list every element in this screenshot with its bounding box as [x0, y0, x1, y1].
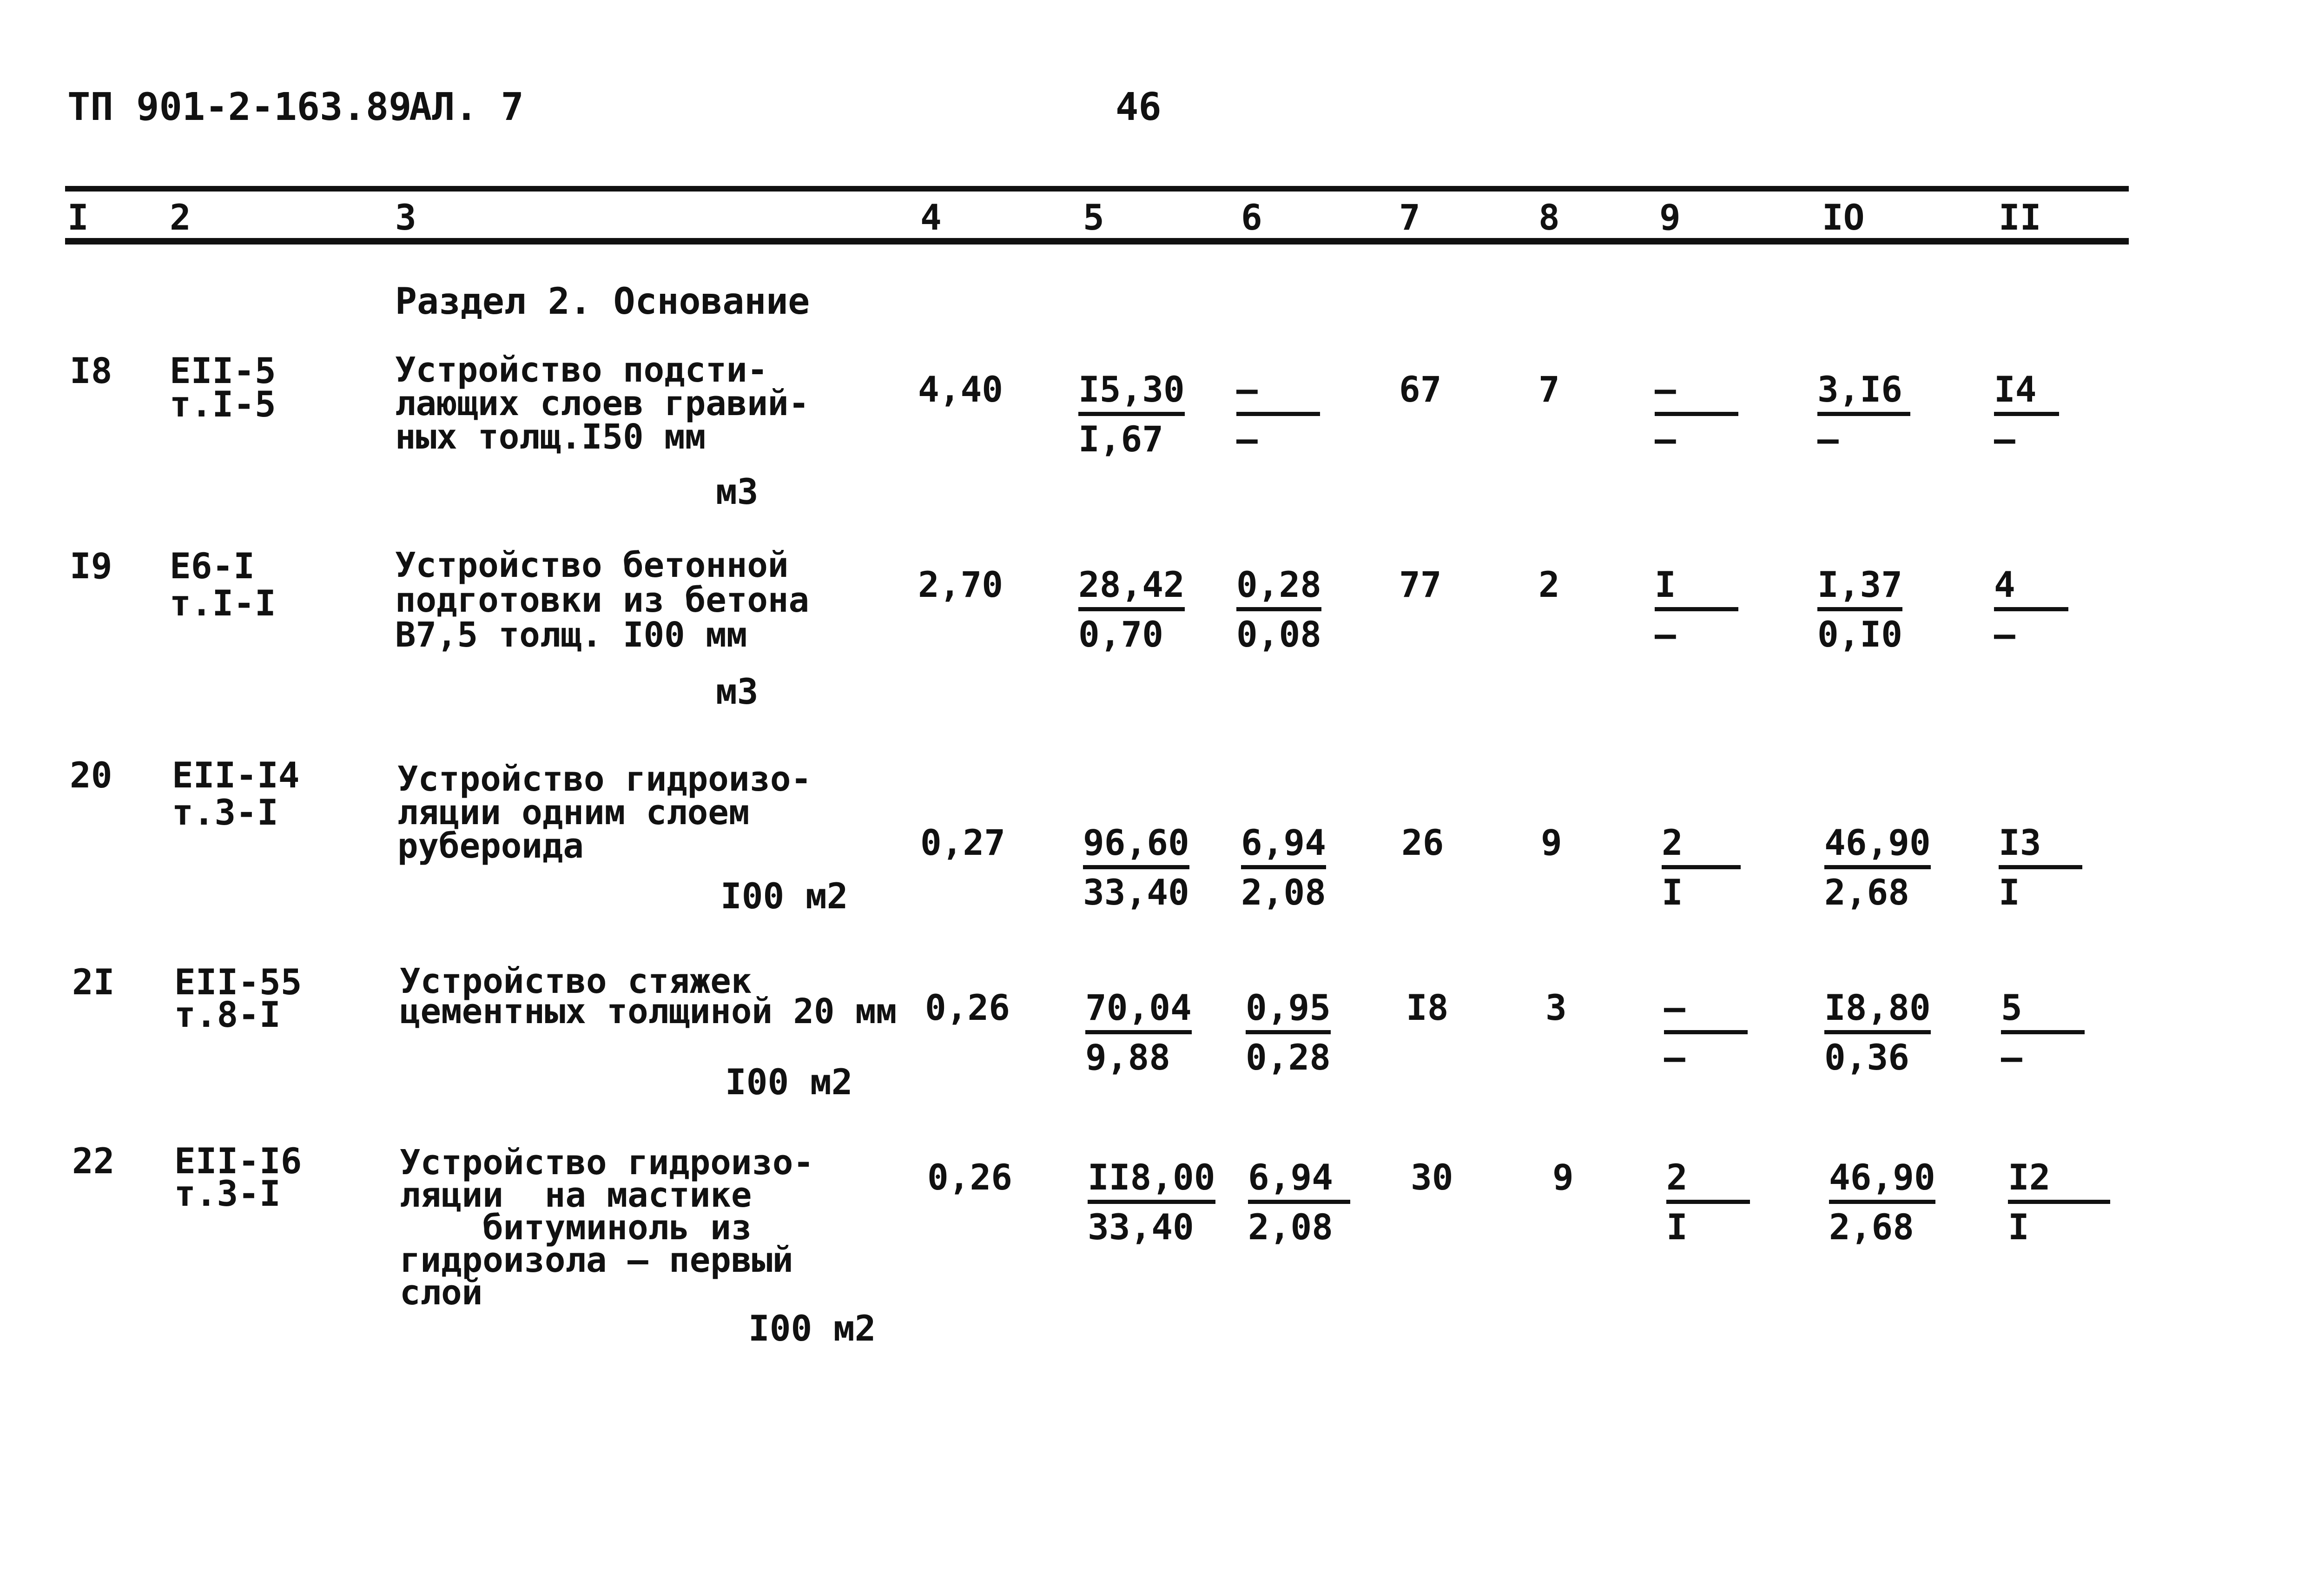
- unit-of-measure: I00 м2: [748, 1308, 876, 1349]
- fraction-numerator: II8,00: [1088, 1160, 1215, 1204]
- fraction-denominator: 0,I0: [1817, 614, 1903, 655]
- fraction-denominator: I: [1666, 1206, 1688, 1248]
- table-header-rule: [65, 238, 2129, 245]
- norm-code: EII-I4: [172, 754, 300, 796]
- fraction-numerator: 2: [1666, 1160, 1750, 1204]
- fraction-col11: [1999, 822, 2082, 913]
- row-number: 2I: [72, 961, 115, 1003]
- fraction-col6: [1241, 822, 1327, 913]
- fraction-denominator: –: [1655, 614, 1676, 655]
- fraction-denominator: I: [1662, 872, 1683, 913]
- fraction-denominator: 33,40: [1088, 1206, 1194, 1248]
- col7-value: I8: [1406, 987, 1449, 1028]
- col8-value: 9: [1552, 1157, 1574, 1198]
- work-description-line: подготовки из бетона: [395, 580, 810, 620]
- fraction-numerator: I8,80: [1824, 990, 1931, 1034]
- norm-code: EII-5: [170, 350, 276, 391]
- norm-code: E6-I: [170, 545, 255, 587]
- column-header: 4: [920, 197, 942, 238]
- column-header: 5: [1083, 197, 1104, 238]
- column-header: 6: [1241, 197, 1262, 238]
- fraction-denominator: 9,88: [1085, 1037, 1171, 1078]
- work-description-line: рубероида: [397, 826, 584, 866]
- row-number: 20: [70, 754, 112, 796]
- table-top-rule: [65, 186, 2129, 192]
- fraction-numerator: I5,30: [1078, 372, 1185, 416]
- work-description-line: B7,5 толщ. I00 мм: [395, 615, 747, 655]
- fraction-numerator: 96,60: [1083, 825, 1189, 869]
- fraction-col11: [1994, 369, 2059, 460]
- unit-of-measure: м3: [716, 671, 759, 712]
- section-title: Раздел 2. Основание: [395, 281, 810, 323]
- fraction-numerator: 4: [1994, 567, 2068, 611]
- work-description-line: цементных толщиной 20 мм: [400, 991, 897, 1031]
- fraction-denominator: –: [1655, 418, 1676, 460]
- fraction-numerator: 6,94: [1241, 825, 1326, 869]
- fraction-numerator: 0,95: [1246, 990, 1331, 1034]
- page-number: 46: [1116, 85, 1162, 129]
- fraction-col5: [1088, 1157, 1215, 1248]
- unit-of-measure: I00 м2: [720, 875, 848, 917]
- norm-table: т.I-I: [170, 582, 276, 624]
- fraction-col6: [1246, 987, 1331, 1078]
- column-header: 9: [1659, 197, 1681, 238]
- fraction-denominator: I,67: [1078, 418, 1164, 460]
- col8-value: 7: [1538, 369, 1560, 410]
- fraction-numerator: –: [1236, 372, 1320, 416]
- row-number: I9: [70, 545, 112, 587]
- row-number: 22: [72, 1140, 115, 1182]
- unit-of-measure: м3: [716, 471, 759, 512]
- fraction-denominator: –: [2001, 1037, 2022, 1078]
- fraction-denominator: –: [1994, 418, 2015, 460]
- fraction-numerator: 5: [2001, 990, 2085, 1034]
- norm-table: т.8-I: [174, 994, 281, 1035]
- quantity: 0,27: [920, 822, 1006, 863]
- work-description-line: Устройство гидроизо-: [400, 1143, 814, 1183]
- fraction-numerator: 6,94: [1248, 1160, 1350, 1204]
- fraction-col9: [1662, 822, 1741, 913]
- fraction-col11: [1994, 564, 2068, 655]
- fraction-denominator: 0,36: [1824, 1037, 1910, 1078]
- col7-value: 30: [1411, 1157, 1453, 1198]
- fraction-col5: [1078, 564, 1185, 655]
- work-description-line: ляции на мастике: [400, 1175, 752, 1215]
- fraction-col11: [2001, 987, 2085, 1078]
- fraction-col10: [1817, 369, 1910, 460]
- norm-table: т.3-I: [174, 1173, 281, 1214]
- fraction-denominator: 0,28: [1246, 1037, 1331, 1078]
- quantity: 4,40: [918, 369, 1004, 410]
- fraction-numerator: 46,90: [1824, 825, 1931, 869]
- fraction-numerator: I,37: [1817, 567, 1902, 611]
- fraction-denominator: –: [1664, 1037, 1685, 1078]
- fraction-numerator: 28,42: [1078, 567, 1185, 611]
- row-number: I8: [70, 350, 112, 391]
- fraction-col6: [1236, 369, 1320, 460]
- fraction-numerator: I: [1655, 567, 1738, 611]
- fraction-numerator: 2: [1662, 825, 1741, 869]
- fraction-numerator: I2: [2008, 1160, 2110, 1204]
- fraction-col5: [1085, 987, 1192, 1078]
- fraction-col10: [1824, 822, 1931, 913]
- quantity: 0,26: [927, 1157, 1013, 1198]
- fraction-denominator: I: [2008, 1206, 2029, 1248]
- document-code: ТП 901-2-163.89: [67, 85, 412, 129]
- album-label: АЛ. 7: [409, 85, 524, 129]
- column-header: IO: [1822, 197, 1865, 238]
- work-description-line: слой: [400, 1273, 483, 1313]
- fraction-col9: [1664, 987, 1748, 1078]
- col7-value: 67: [1399, 369, 1442, 410]
- norm-code: EII-55: [174, 961, 302, 1003]
- work-description-line: Устройство гидроизо-: [397, 759, 812, 799]
- fraction-col10: [1829, 1157, 1935, 1248]
- col8-value: 9: [1541, 822, 1562, 863]
- col7-value: 77: [1399, 564, 1442, 605]
- work-description-line: Устройство стяжек: [400, 961, 752, 1001]
- fraction-numerator: –: [1655, 372, 1738, 416]
- fraction-col11: [2008, 1157, 2110, 1248]
- work-description-line: ных толщ.I50 мм: [395, 417, 706, 457]
- fraction-col10: [1817, 564, 1903, 655]
- column-header: 7: [1399, 197, 1420, 238]
- col8-value: 2: [1538, 564, 1560, 605]
- norm-table: т.I-5: [170, 383, 276, 425]
- fraction-denominator: –: [1817, 418, 1839, 460]
- norm-table: т.3-I: [172, 792, 278, 833]
- work-description-line: гидроизола – первый: [400, 1240, 793, 1280]
- column-header: I: [67, 197, 89, 238]
- fraction-numerator: 70,04: [1085, 990, 1192, 1034]
- fraction-denominator: 2,08: [1241, 872, 1327, 913]
- fraction-numerator: 46,90: [1829, 1160, 1935, 1204]
- fraction-denominator: –: [1994, 614, 2015, 655]
- fraction-col9: [1655, 564, 1738, 655]
- work-description-line: ляции одним слоем: [397, 793, 750, 833]
- column-header: 2: [170, 197, 191, 238]
- fraction-denominator: 0,08: [1236, 614, 1322, 655]
- column-header: II: [1999, 197, 2041, 238]
- work-description-line: Устройство бетонной: [395, 545, 789, 585]
- fraction-col9: [1666, 1157, 1750, 1248]
- column-header: 8: [1538, 197, 1560, 238]
- fraction-col6: [1236, 564, 1322, 655]
- work-description-line: битуминоль из: [400, 1208, 752, 1248]
- fraction-denominator: 2,68: [1829, 1206, 1915, 1248]
- fraction-numerator: –: [1664, 990, 1748, 1034]
- fraction-col5: [1078, 369, 1185, 460]
- fraction-col10: [1824, 987, 1931, 1078]
- fraction-col5: [1083, 822, 1189, 913]
- fraction-col9: [1655, 369, 1738, 460]
- fraction-denominator: 2,08: [1248, 1206, 1334, 1248]
- fraction-numerator: I4: [1994, 372, 2059, 416]
- quantity: 0,26: [925, 987, 1010, 1028]
- unit-of-measure: I00 м2: [725, 1061, 853, 1103]
- fraction-denominator: 0,70: [1078, 614, 1164, 655]
- work-description-line: лающих слоев гравий-: [395, 383, 810, 423]
- fraction-numerator: 3,I6: [1817, 372, 1910, 416]
- col8-value: 3: [1545, 987, 1567, 1028]
- fraction-denominator: 33,40: [1083, 872, 1189, 913]
- column-header: 3: [395, 197, 416, 238]
- fraction-denominator: I: [1999, 872, 2020, 913]
- norm-code: EII-I6: [174, 1140, 302, 1182]
- fraction-numerator: 0,28: [1236, 567, 1321, 611]
- work-description-line: Устройство подсти-: [395, 350, 768, 390]
- quantity: 2,70: [918, 564, 1004, 605]
- fraction-denominator: –: [1236, 418, 1258, 460]
- col7-value: 26: [1401, 822, 1444, 863]
- fraction-col6: [1248, 1157, 1350, 1248]
- fraction-numerator: I3: [1999, 825, 2082, 869]
- fraction-denominator: 2,68: [1824, 872, 1910, 913]
